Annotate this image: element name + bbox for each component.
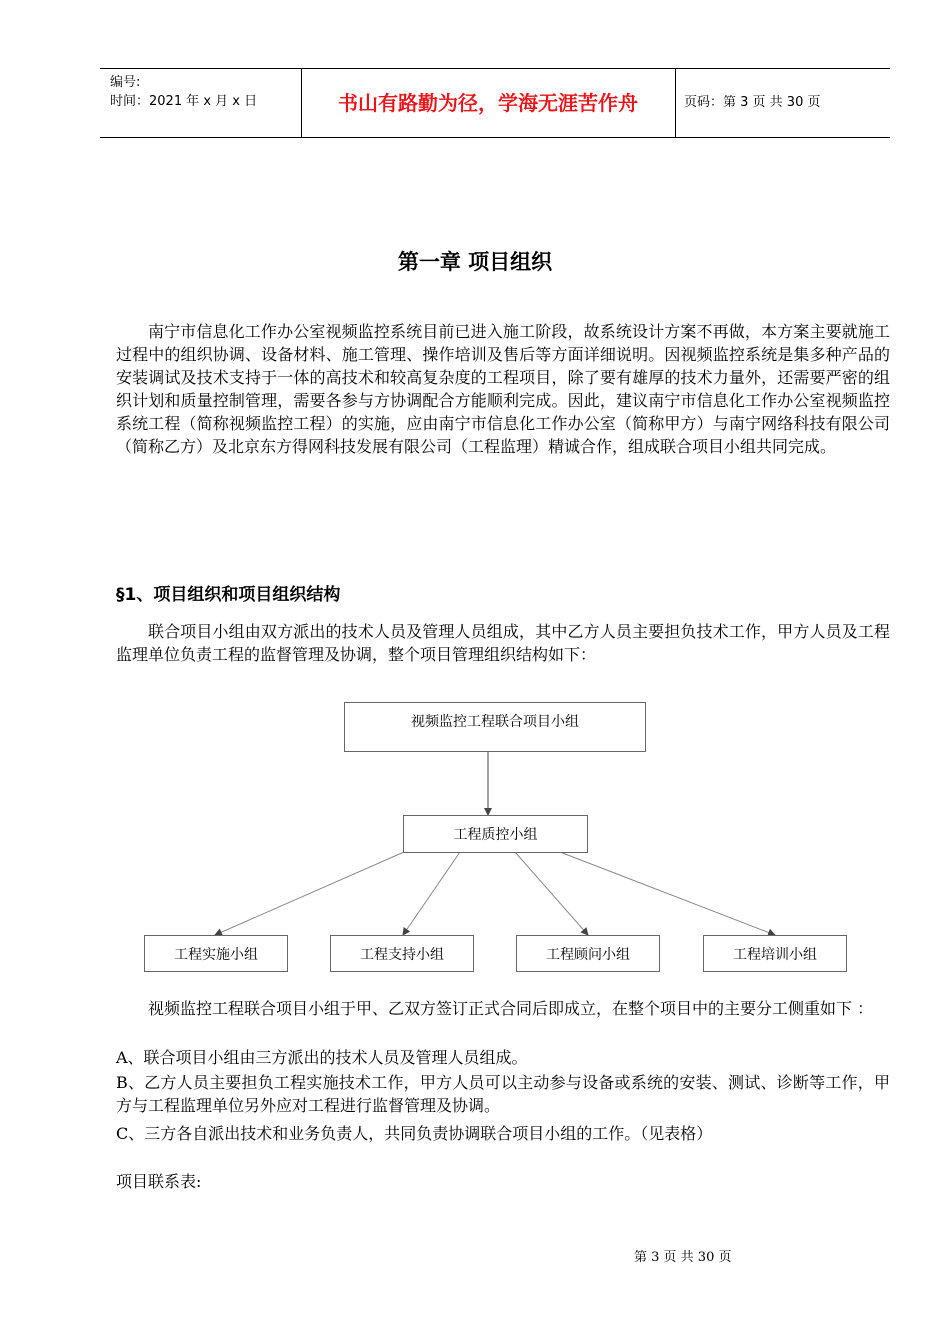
- list-item: B、乙方人员主要担负工程实施技术工作，甲方人员可以主动参与设备或系统的安装、测试、诊断等工作，甲方与工程监理单位另外应对工程进行监督管理及协调。: [116, 1073, 890, 1115]
- list-item: A、联合项目小组由三方派出的技术人员及管理人员组成。: [116, 1048, 528, 1067]
- org-box-middle: 工程质控小组: [403, 815, 588, 853]
- arrow-to-implementation: [215, 852, 404, 935]
- page-footer: 第 3 页 共 30 页: [634, 1250, 732, 1265]
- header-number-label: 编号:: [110, 75, 141, 90]
- after-chart-paragraph: 视频监控工程联合项目小组于甲、乙双方签订正式合同后即成立，在整个项目中的主要分工侧重如下 ：: [148, 999, 874, 1018]
- org-box-bottom: 工程实施小组: [144, 935, 288, 972]
- arrow-to-training: [560, 852, 775, 935]
- list-item: C、三方各自派出技术和业务负责人，共同负责协调联合项目小组的工作。（见表格）: [116, 1124, 713, 1143]
- header-page-info: 页码：第 3 页 共 30 页: [684, 95, 821, 110]
- header-time-label: 时间：2021 年 x 月 x 日: [110, 94, 258, 109]
- org-box-bottom: 工程培训小组: [703, 935, 847, 972]
- org-box-top: 视频监控工程联合项目小组: [344, 702, 646, 752]
- chapter-title: 第一章 项目组织: [397, 250, 553, 274]
- arrow-to-consulting: [515, 852, 588, 935]
- arrow-to-support: [403, 852, 460, 935]
- contact-table-label: 项目联系表:: [116, 1172, 202, 1191]
- section-paragraph: 联合项目小组由双方派出的技术人员及管理人员组成，其中乙方人员主要担负技术工作，甲方人员及工程监理单位负责工程的监督管理及协调，整个项目管理组织结构如下：: [116, 622, 890, 664]
- org-box-bottom: 工程支持小组: [330, 935, 474, 972]
- section-heading: §1、项目组织和项目组织结构: [116, 585, 341, 605]
- org-box-bottom: 工程顾问小组: [516, 935, 660, 972]
- intro-paragraph: 南宁市信息化工作办公室视频监控系统目前已进入施工阶段，故系统设计方案不再做，本方案主要就施工过程中的组织协调、设备材料、施工管理、操作培训及售后等方面详细说明。因视频监控系统是集多种产品的安装调试及技术支持于一体的高技术和较高复杂度的工程项目，除了要有雄厚的技术力量外，还需要严密的组织计划和质量控制管理，需要各参与方协调配合方能顺利完成。因此，建议南宁市信息化工作办公室视频监控系统工程（简称视频监控工程）的实施，应由南宁市信息化工作办公室（简称甲方）与南宁网络科技有限公司（简称乙方）及北京东方得网科技发展有限公司（工程监理）精诚合作，组成联合项目小组共同完成。: [116, 322, 890, 456]
- header-motto: 书山有路勤为径，学海无涯苦作舟: [338, 91, 638, 115]
